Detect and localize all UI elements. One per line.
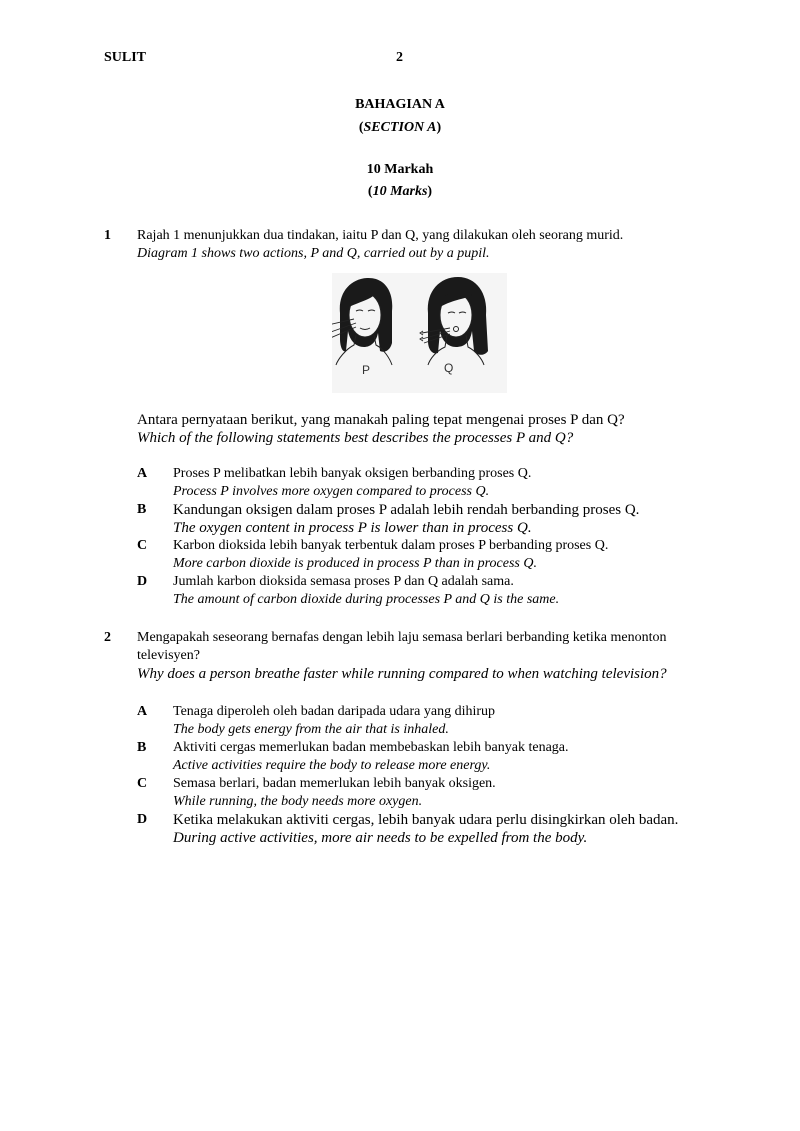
question-stem-en: Diagram 1 shows two actions, P and Q, carried out by a pupil.	[137, 246, 490, 261]
question-stem: Mengapakah seseorang bernafas dengan lebih laju semasa berlari berbanding ketika menonton	[137, 630, 667, 645]
option-text: Ketika melakukan aktiviti cergas, lebih banyak udara perlu disingkirkan oleh badan.	[173, 812, 679, 828]
option-text-en: The oxygen content in process P is lower than in process Q.	[173, 520, 532, 536]
option-text: Karbon dioksida lebih banyak terbentuk dalam proses P berbanding proses Q.	[173, 538, 609, 553]
option-text: Semasa berlari, badan memerlukan lebih banyak oksigen.	[173, 776, 496, 791]
section-title-en: (SECTION A)	[358, 120, 442, 135]
option-letter: D	[137, 574, 148, 589]
option-letter: A	[137, 466, 148, 481]
section-title: BAHAGIAN A	[355, 97, 445, 112]
question-stem-en: Why does a person breathe faster while running compared to when watching television?	[137, 666, 667, 682]
question-number: 2	[104, 630, 111, 645]
option-text-en: Process P involves more oxygen compared to process Q.	[173, 484, 490, 499]
question-prompt-en: Which of the following statements best describes the processes P and Q?	[137, 430, 574, 446]
option-letter: C	[137, 538, 148, 553]
header-label: SULIT	[104, 50, 147, 65]
question-stem-cont: televisyen?	[137, 648, 200, 663]
page-number: 2	[396, 50, 403, 65]
section-marks: 10 Markah	[366, 162, 434, 177]
option-text-en: While running, the body needs more oxygen.	[173, 794, 423, 809]
question-prompt: Antara pernyataan berikut, yang manakah paling tepat mengenai proses P dan Q?	[137, 412, 625, 428]
option-text: Aktiviti cergas memerlukan badan membebaskan lebih banyak tenaga.	[173, 740, 569, 755]
option-text: Kandungan oksigen dalam proses P adalah lebih rendah berbanding proses Q.	[173, 502, 640, 518]
question-number: 1	[104, 228, 111, 243]
option-text: Proses P melibatkan lebih banyak oksigen berbanding proses Q.	[173, 466, 532, 481]
option-letter: D	[137, 812, 148, 827]
option-letter: B	[137, 502, 147, 517]
question-stem: Rajah 1 menunjukkan dua tindakan, iaitu P dan Q, yang dilakukan oleh seorang murid.	[137, 228, 624, 243]
option-text-en: The body gets energy from the air that is inhaled.	[173, 722, 449, 737]
option-text-en: More carbon dioxide is produced in process P than in process Q.	[173, 556, 537, 571]
option-letter: A	[137, 704, 148, 719]
section-marks-en: (10 Marks)	[367, 184, 433, 199]
option-letter: B	[137, 740, 147, 755]
breathing-diagram	[332, 273, 507, 393]
option-text: Jumlah karbon dioksida semasa proses P dan Q adalah sama.	[173, 574, 514, 589]
diagram-figure	[332, 273, 507, 393]
option-text-en: During active activities, more air needs to be expelled from the body.	[173, 830, 588, 846]
option-text: Tenaga diperoleh oleh badan daripada udara yang dihirup	[173, 704, 496, 719]
option-text-en: The amount of carbon dioxide during processes P and Q is the same.	[173, 592, 560, 607]
figure-label-p: P	[362, 363, 371, 377]
option-letter: C	[137, 776, 148, 791]
option-text-en: Active activities require the body to release more energy.	[173, 758, 491, 773]
figure-label-q: Q	[444, 361, 454, 375]
